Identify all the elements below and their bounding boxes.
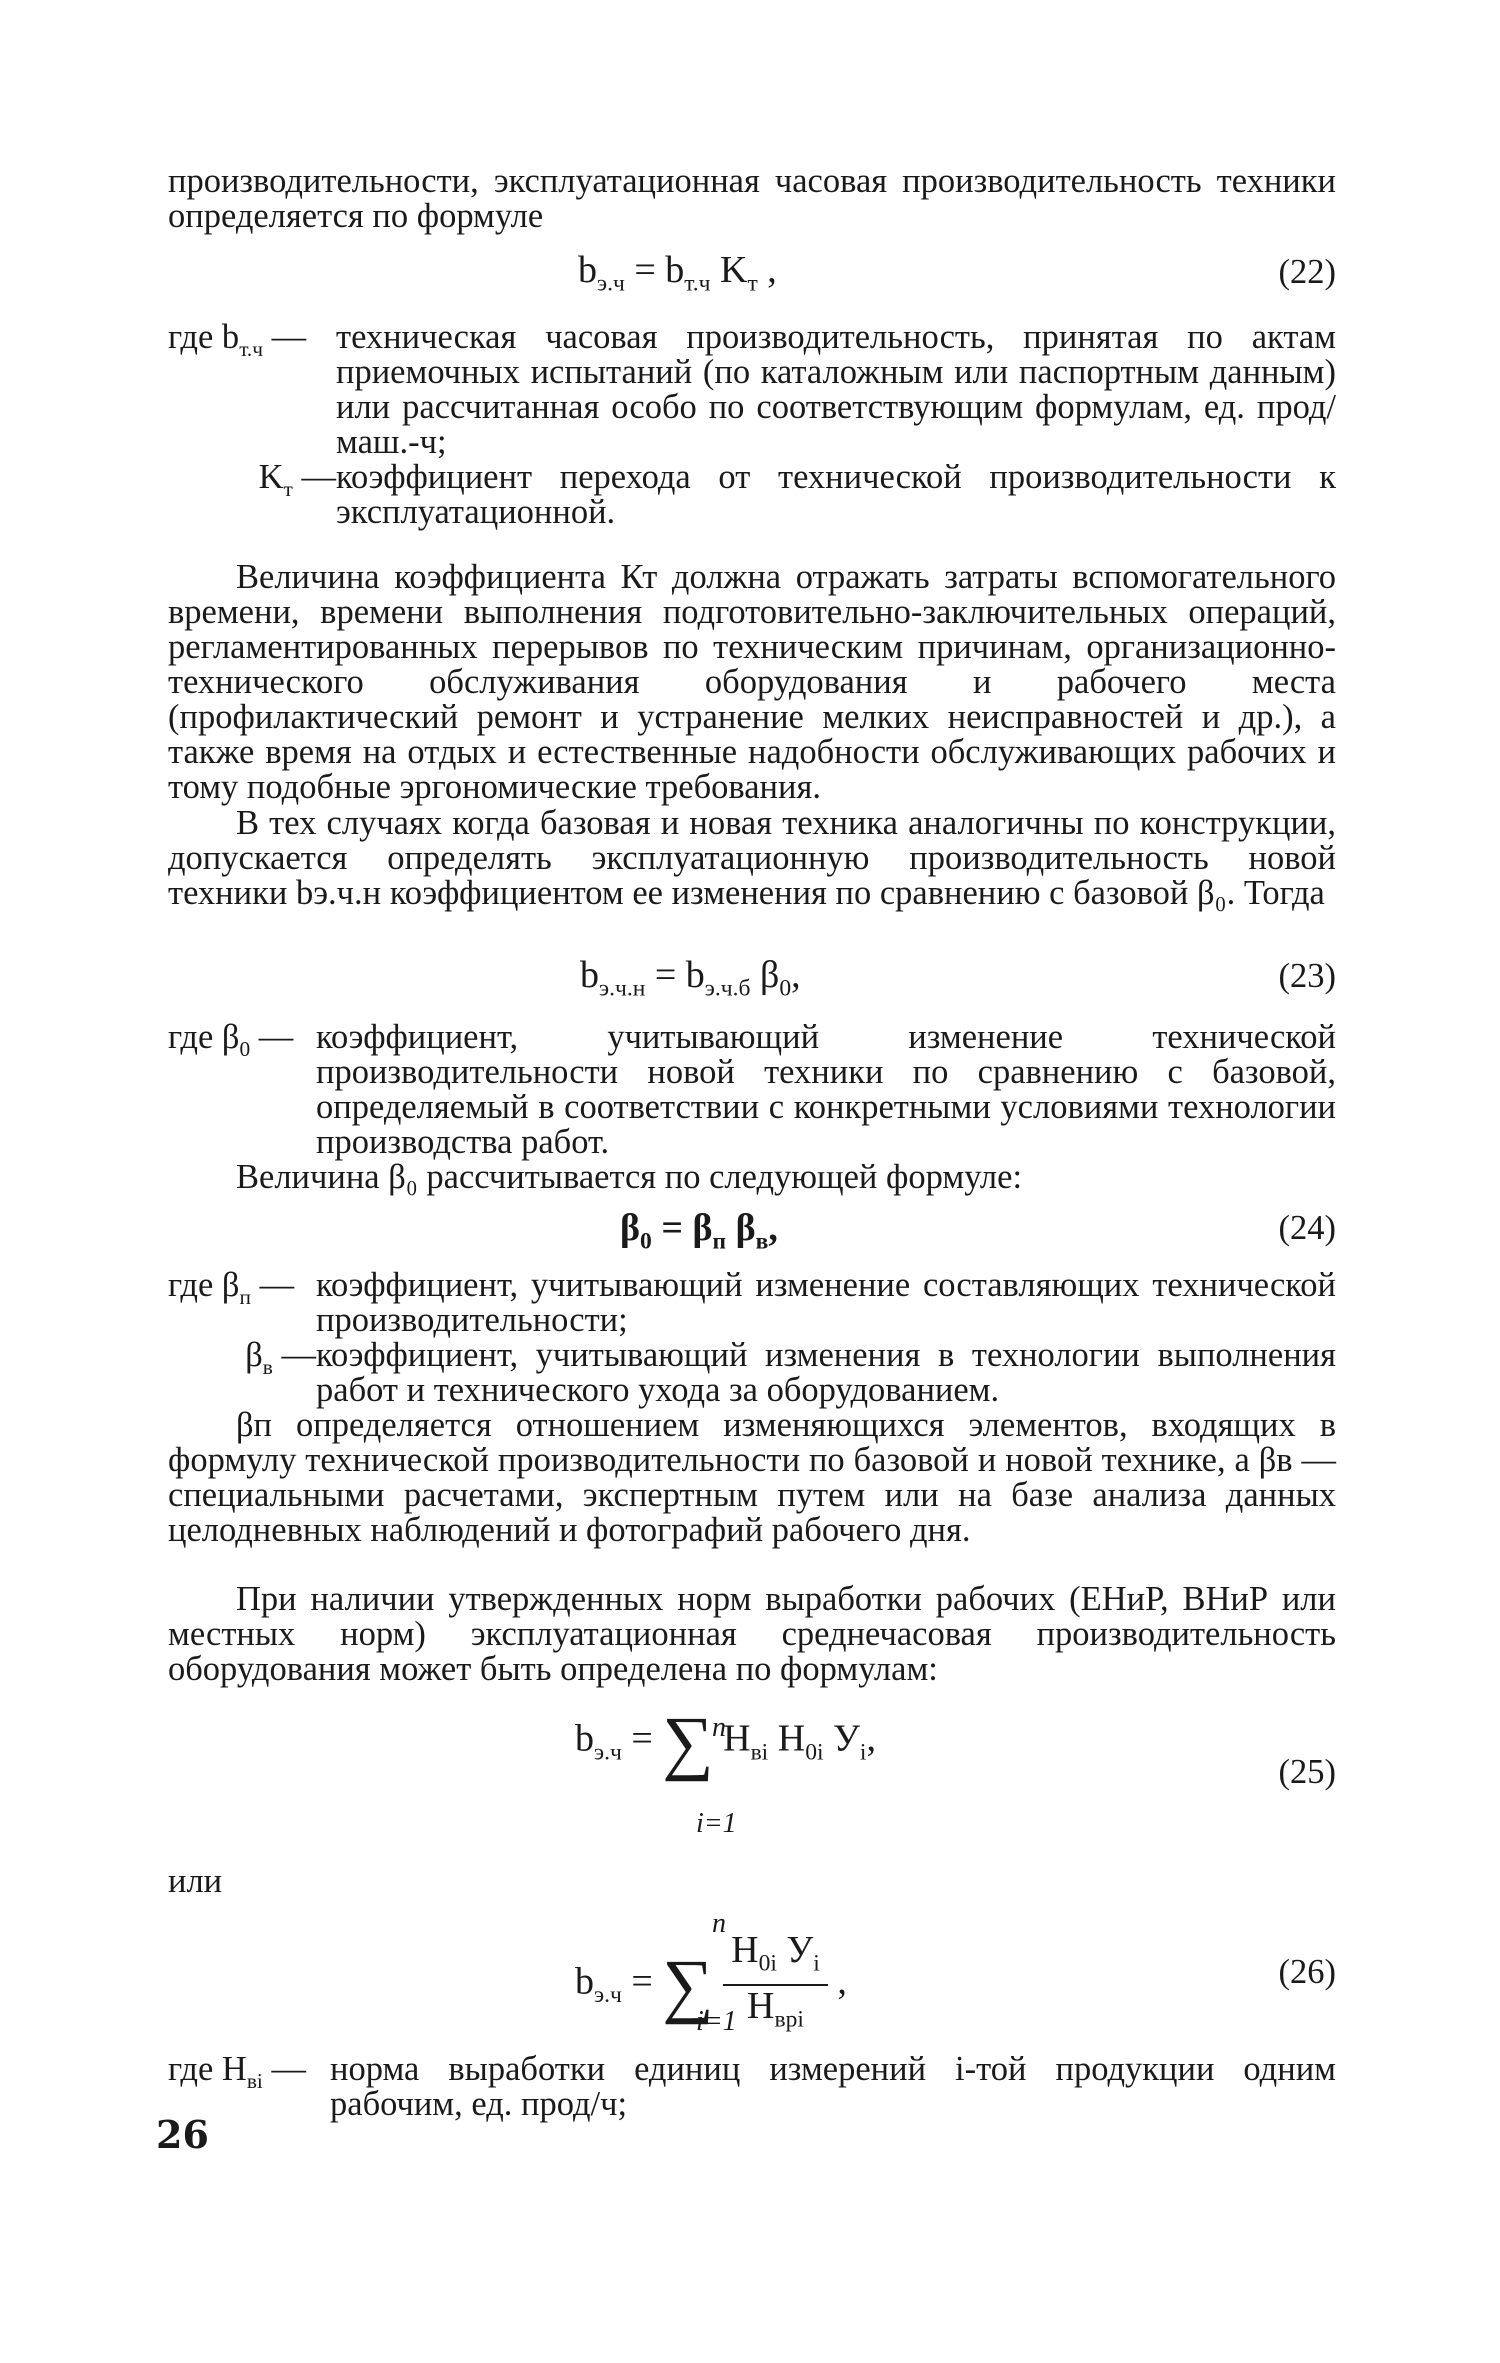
intro-text: производительности, эксплуатационная часовая производительность техники определяется по формуле	[168, 162, 1336, 235]
equation-number-24: (24)	[1278, 1209, 1336, 1247]
paragraph-2: В тех случаях когда базовая и новая техника аналогичны по конструкции, допускается определять эксплуатационную производительность новой техники bэ.ч.н коэффициентом ее изменения по сравнению с базовой β₀. Тогда	[168, 804, 1336, 912]
equation-number-25: (25)	[1278, 1753, 1336, 1791]
or-word: или	[168, 1862, 223, 1900]
formula-24: $\beta_0 = \beta_п$ $\beta_в$,	[620, 1207, 778, 1255]
definition-item: где $b_{т.ч}$ — техническая часовая производительность, принятая по актам приемочных испытаний (по каталожным или паспортным данным) или рассчитанная особо по соответствующим формулам, ед. прод/маш.-ч;	[168, 318, 1336, 461]
equation-number-23: (23)	[1278, 957, 1336, 995]
definitions-22	[168, 320, 1336, 530]
formula-23: $b_{э.ч.н} = b_{э.ч.б}$ $\beta_0$,	[580, 954, 801, 1002]
definitions-24	[168, 1268, 1336, 1408]
sum-symbol: ∑	[662, 1944, 714, 2025]
equation-number-26: (26)	[1278, 1953, 1336, 1991]
fraction: $\frac{Н_{0i} У_i}{Н_{врi}}$	[723, 1930, 828, 2039]
definition-item: где $\beta_п$ — коэффициент, учитывающий изменение составляющих технической производительности;	[168, 1266, 1336, 1339]
equation-number-22: (22)	[1278, 253, 1336, 291]
paragraph-3: Величина β₀ рассчитывается по следующей формуле:	[236, 1158, 1023, 1196]
sum-lower-limit: i=1	[696, 1808, 737, 1839]
sum-lower-limit: i=1	[696, 2006, 737, 2037]
intro-paragraph	[168, 164, 1336, 234]
definitions-26	[168, 2052, 1336, 2122]
sum-symbol: ∑	[662, 1702, 714, 1782]
definition-item: $\beta_в$ — коэффициент, учитывающий изменения в технологии выполнения работ и технического ухода за оборудованием.	[245, 1336, 1336, 1409]
formula-26: $b_{э.ч}$ = ∑ $\frac{Н_{0i} У_i}{Н_{врi}}$ ,	[575, 1930, 847, 2039]
paragraph-1: Величина коэффициента Кт должна отражать затраты вспомогательного времени, времени выполнения подготовительно-заключительных операций, регламентированных перерывов по техническим причинам, организационно-технического обслуживания оборудования и рабочего места (профилактический ремонт и устранение мелких неисправностей и др.), а также время на отдых и естественные надобности обслуживающих рабочих и тому подобные эргономические требования.	[168, 558, 1336, 806]
formula-22: $b_{э.ч} = b_{т.ч}$ $K_т$ ,	[578, 249, 777, 297]
sum-upper-limit: n	[712, 1908, 726, 1939]
paragraph-4: βп определяется отношением изменяющихся элементов, входящих в формулу технической производительности по базовой и новой технике, а βв — специальными расчетами, экспертным путем или на базе анализа данных целодневных наблюдений и фотографий рабочего дня.	[168, 1406, 1336, 1549]
definition-item: где $\beta_0$ — коэффициент, учитывающий изменение технической производительности новой техники по сравнению с базовой, определяемый в соответствии с конкретными условиями технологии производства работ.	[168, 1018, 1336, 1161]
sum-upper-limit: n	[712, 1712, 726, 1743]
paragraph-5: При наличии утвержденных норм выработки рабочих (ЕНиР, ВНиР или местных норм) эксплуатационная среднечасовая производительность оборудования может быть определена по формулам:	[168, 1580, 1336, 1688]
formula-25: $b_{э.ч}$ = ∑ $Н_{вi}$ $Н_{0i}$ $У_i$,	[575, 1702, 876, 1782]
page-number: 26	[156, 2112, 209, 2157]
definition-item: $K_т$ — коэффициент перехода от технической производительности к эксплуатационной.	[258, 458, 1336, 531]
definition-item: где $Н_{вi}$ — норма выработки единиц измерений i-той продукции одним рабочим, ед. прод/ч;	[168, 2050, 1336, 2123]
definitions-23	[168, 1020, 1336, 1160]
